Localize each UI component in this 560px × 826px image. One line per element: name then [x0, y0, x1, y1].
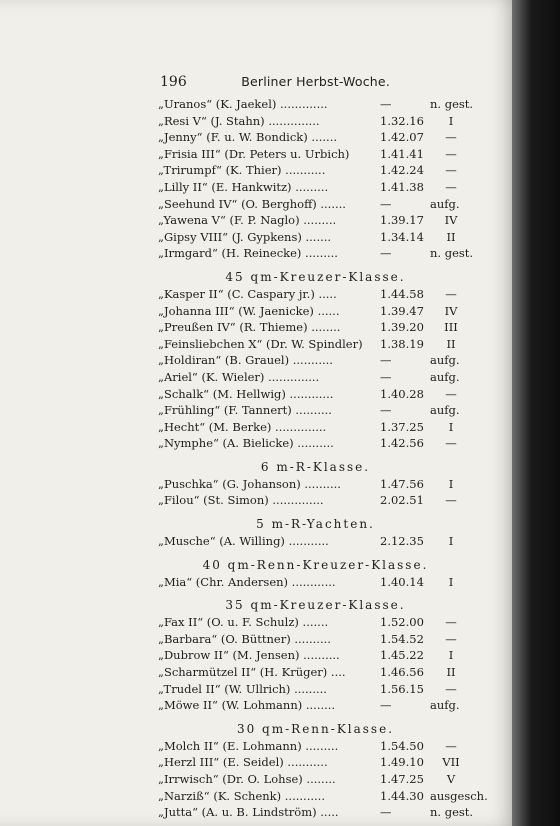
- placement: I: [448, 534, 454, 549]
- placement: ausgesch.: [430, 788, 488, 803]
- result-row: [158, 700, 463, 717]
- yacht-and-owner: „Kasper II“ (C. Caspary jr.) .....: [158, 286, 337, 301]
- result-row: [158, 495, 463, 512]
- placement: I: [448, 113, 454, 128]
- placement: VII: [442, 755, 460, 770]
- race-time: 1.41.41: [380, 146, 424, 161]
- placement: II: [446, 229, 456, 244]
- result-row: [158, 536, 463, 553]
- yacht-and-owner: „Trirumpf“ (K. Thier) ...........: [158, 163, 326, 178]
- placement: I: [448, 419, 454, 434]
- yacht-and-owner: „Molch II“ (E. Lohmann) .........: [158, 738, 339, 753]
- placement: —: [445, 286, 457, 301]
- race-time: —: [380, 369, 392, 384]
- class-heading: 35 qm-Kreuzer-Klasse.: [225, 598, 406, 613]
- yacht-and-owner: „Irmgard“ (H. Reinecke) .........: [158, 246, 338, 261]
- result-row: [158, 805, 474, 824]
- class-heading: 40 qm-Renn-Kreuzer-Klasse.: [202, 557, 429, 572]
- result-row: [158, 574, 463, 594]
- book-spine: [512, 0, 560, 826]
- page-number: 196: [160, 74, 187, 90]
- placement: II: [446, 665, 456, 680]
- placement: —: [445, 163, 457, 178]
- placement: aufg.: [430, 353, 460, 368]
- result-row: [158, 246, 474, 265]
- race-time: —: [380, 353, 392, 368]
- yacht-and-owner: „Scharmützel II“ (H. Krüger) ....: [158, 665, 346, 680]
- race-time: —: [380, 196, 392, 211]
- yacht-and-owner: „Yawena V“ (F. P. Naglo) .........: [158, 213, 337, 228]
- race-time: 1.32.16: [380, 113, 424, 128]
- yacht-and-owner: „Trudel II“ (W. Ullrich) .........: [158, 681, 327, 696]
- race-time: 1.47.56: [380, 476, 424, 491]
- running-title: Berliner Herbst-Woche.: [241, 74, 390, 89]
- yacht-and-owner: „Uranos“ (K. Jaekel) .............: [158, 97, 328, 111]
- race-time: —: [380, 698, 392, 713]
- race-time: 1.34.14: [380, 229, 424, 244]
- placement: III: [444, 320, 458, 335]
- yacht-and-owner: „Puschka“ (G. Johanson) ..........: [158, 476, 341, 491]
- yacht-and-owner: „Frühling“ (F. Tannert) ..........: [158, 403, 332, 418]
- yacht-and-owner: „Jenny“ (F. u. W. Bondick) .......: [158, 130, 338, 145]
- race-time: 1.52.00: [380, 615, 424, 630]
- yacht-and-owner: „Seehund IV“ (O. Berghoff) .......: [158, 196, 346, 211]
- race-time: 2.02.51: [380, 493, 424, 508]
- placement: II: [446, 336, 456, 351]
- yacht-and-owner: „Jutta“ (A. u. B. Lindström) .....: [158, 805, 339, 820]
- results-list: [158, 97, 488, 824]
- placement: aufg.: [430, 196, 460, 211]
- race-time: 1.38.19: [380, 336, 424, 351]
- race-time: —: [380, 805, 392, 820]
- race-time: 1.49.10: [380, 755, 424, 770]
- yacht-and-owner: „Preußen IV“ (R. Thieme) ........: [158, 320, 341, 335]
- race-time: 1.41.38: [380, 179, 424, 194]
- race-time: 1.44.58: [380, 286, 424, 301]
- yacht-and-owner: „Herzl III“ (E. Seidel) ...........: [158, 755, 328, 770]
- placement: I: [448, 574, 454, 589]
- placement: —: [445, 436, 457, 451]
- race-time: 1.39.17: [380, 213, 424, 228]
- placement: —: [445, 615, 457, 630]
- placement: —: [445, 179, 457, 194]
- placement: —: [445, 386, 457, 401]
- placement: IV: [444, 303, 458, 318]
- placement: —: [445, 146, 457, 161]
- yacht-and-owner: „Irrwisch“ (Dr. O. Lohse) ........: [158, 772, 336, 786]
- yacht-and-owner: „Dubrow II“ (M. Jensen) ..........: [158, 648, 340, 663]
- page-header: [160, 74, 390, 90]
- placement: aufg.: [430, 369, 460, 384]
- race-time: 1.46.56: [380, 665, 424, 680]
- yacht-and-owner: „Frisia III“ (Dr. Peters u. Urbich): [158, 146, 350, 161]
- race-time: 1.40.28: [380, 386, 424, 401]
- placement: —: [445, 130, 457, 145]
- yacht-and-owner: „Resi V“ (J. Stahn) ..............: [158, 113, 320, 128]
- placement: n. gest.: [430, 805, 474, 820]
- race-time: 2.12.35: [380, 534, 424, 549]
- placement: —: [445, 631, 457, 646]
- race-time: 1.40.14: [380, 574, 424, 589]
- result-row: [158, 438, 463, 455]
- placement: n. gest.: [430, 97, 474, 111]
- placement: V: [446, 772, 456, 786]
- race-time: 1.37.25: [380, 419, 424, 434]
- yacht-and-owner: „Hecht“ (M. Berke) ..............: [158, 419, 327, 434]
- yacht-and-owner: „Filou“ (St. Simon) ..............: [158, 493, 324, 508]
- race-time: 1.47.25: [380, 772, 424, 786]
- race-time: —: [380, 97, 392, 111]
- yacht-and-owner: „Mia“ (Chr. Andersen) ............: [158, 574, 336, 589]
- race-time: 1.44.30: [380, 788, 424, 803]
- race-time: —: [380, 246, 392, 261]
- placement: IV: [444, 213, 458, 228]
- race-time: 1.39.20: [380, 320, 424, 335]
- race-time: 1.39.47: [380, 303, 424, 318]
- race-time: 1.42.07: [380, 130, 424, 145]
- yacht-and-owner: „Fax II“ (O. u. F. Schulz) .......: [158, 615, 329, 630]
- race-time: 1.42.24: [380, 163, 424, 178]
- yacht-and-owner: „Nymphe“ (A. Bielicke) ..........: [158, 436, 334, 451]
- race-time: 1.45.22: [380, 648, 424, 663]
- placement: —: [445, 493, 457, 508]
- race-time: —: [380, 403, 392, 418]
- yacht-and-owner: „Barbara“ (O. Büttner) ..........: [158, 631, 331, 646]
- placement: aufg.: [430, 403, 460, 418]
- placement: n. gest.: [430, 246, 474, 261]
- yacht-and-owner: „Ariel“ (K. Wieler) ..............: [158, 369, 320, 384]
- class-heading: 30 qm-Renn-Klasse.: [236, 721, 395, 736]
- result-row: [158, 369, 463, 389]
- placement: I: [448, 648, 454, 663]
- placement: I: [448, 476, 454, 491]
- placement: —: [445, 738, 457, 753]
- class-heading: 5 m-R-Yachten.: [256, 517, 375, 532]
- race-time: 1.54.50: [380, 738, 424, 753]
- yacht-and-owner: „Musche“ (A. Willing) ...........: [158, 534, 329, 549]
- yacht-and-owner: „Johanna III“ (W. Jaenicke) ......: [158, 303, 340, 318]
- yacht-and-owner: „Gipsy VIII“ (J. Gypkens) .......: [158, 229, 332, 244]
- yacht-and-owner: „Narziß“ (K. Schenk) ...........: [158, 788, 325, 803]
- class-heading: 45 qm-Kreuzer-Klasse.: [225, 269, 406, 284]
- class-heading: 6 m-R-Klasse.: [260, 459, 371, 474]
- yacht-and-owner: „Schalk“ (M. Hellwig) ............: [158, 386, 334, 401]
- placement: —: [445, 681, 457, 696]
- race-time: 1.54.52: [380, 631, 424, 646]
- yacht-and-owner: „Möwe II“ (W. Lohmann) ........: [158, 698, 336, 713]
- yacht-and-owner: „Feinsliebchen X“ (Dr. W. Spindler): [158, 336, 363, 351]
- race-time: 1.42.56: [380, 436, 424, 451]
- placement: aufg.: [430, 698, 460, 713]
- race-time: 1.56.15: [380, 681, 424, 696]
- yacht-and-owner: „Holdiran“ (B. Grauel) ...........: [158, 353, 333, 368]
- yacht-and-owner: „Lilly II“ (E. Hankwitz) .........: [158, 179, 329, 194]
